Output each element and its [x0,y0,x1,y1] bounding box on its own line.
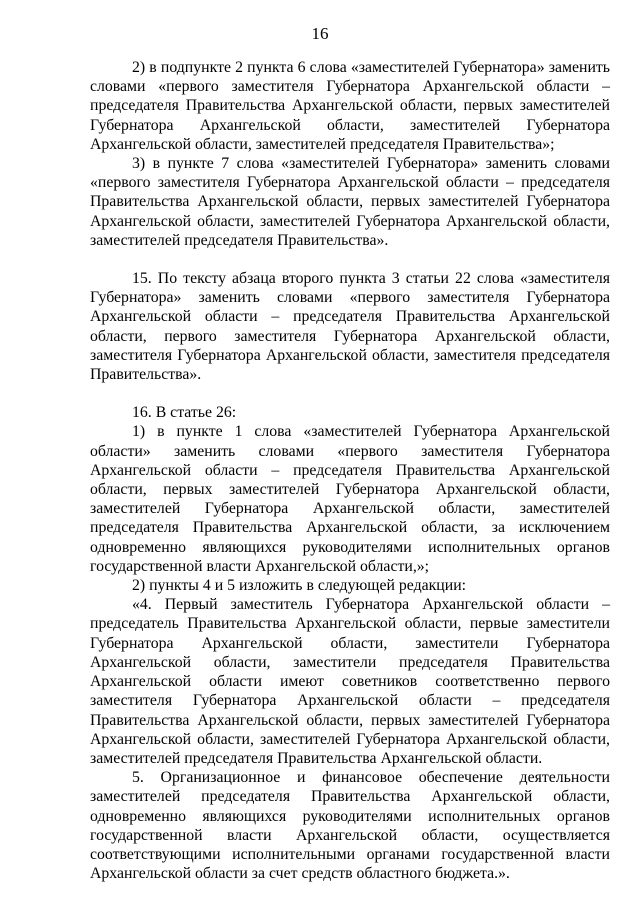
paragraph-new-point-5: 5. Организационное и финансовое обеспечение деятельности заместителей председателя Правительства Архангельской области, одновременно являющихся руководителями исполнительных органов государственной власти Архангельской области, осуществляется соответствующими исполнительными органами государственной власти Архангельской области за счет средств областного бюджета.». [90,769,610,883]
paragraph-3-punkt-7: 3) в пункте 7 слова «заместителей Губернатора» заменить словами «первого заместителя Губернатора Архангельской области – председателя Правительства Архангельской области, первых заместителей Губернатора Архангельской области, заместителей Губернатора Архангельской области, заместителей председателя Правительства». [90,155,610,249]
paragraph-gap [90,250,610,269]
paragraph-16-item-2: 2) пункты 4 и 5 изложить в следующей редакции: [132,577,467,595]
page-number: 16 [311,24,329,43]
document-body [90,58,610,883]
paragraph-2-podpunkt: 2) в подпункте 2 пункта 6 слова «заместителей Губернатора» заменить словами «первого заместителя Губернатора Архангельской области – председателя Правительства Архангельской области, первых заместителей Губернатора Архангельской области, заместителей Губернатора Архангельской области, заместителей председателя Правительства»; [90,59,610,153]
paragraph-16-heading: 16. В статье 26: [132,404,237,422]
paragraph-gap [90,384,610,403]
paragraph-15: 15. По тексту абзаца второго пункта 3 статьи 22 слова «заместителя Губернатора» заменить словами «первого заместителя Губернатора Архангельской области – председателя Правительства Архангельской области, первого заместителя Губернатора Архангельской области, заместителя Губернатора Архангельской области, заместителя председателя Правительства». [90,270,610,384]
paragraph-16-item-1: 1) в пункте 1 слова «заместителей Губернатора Архангельской области» заменить словами «первого заместителя Губернатора Архангельской области – председателя Правительства Архангельской области, первых заместителей Губернатора Архангельской области, заместителей Губернатора Архангельской области, заместителей председателя Правительства Архангельской области, за исключением одновременно являющихся руководителями исполнительных органов государственной власти Архангельской области,»; [90,423,610,575]
paragraph-new-point-4: «4. Первый заместитель Губернатора Архангельской области – председатель Правительства Архангельской области, первые заместители Губернатора Архангельской области, заместители Губернатора Архангельской области, заместители председателя Правительства Архангельской области имеют советников соответственно первого заместителя Губернатора Архангельской области – председателя Правительства Архангельской области, первых заместителей Губернатора Архангельской области, заместителей Губернатора Архангельской области, заместителей председателя Правительства Архангельской области. [90,596,610,767]
